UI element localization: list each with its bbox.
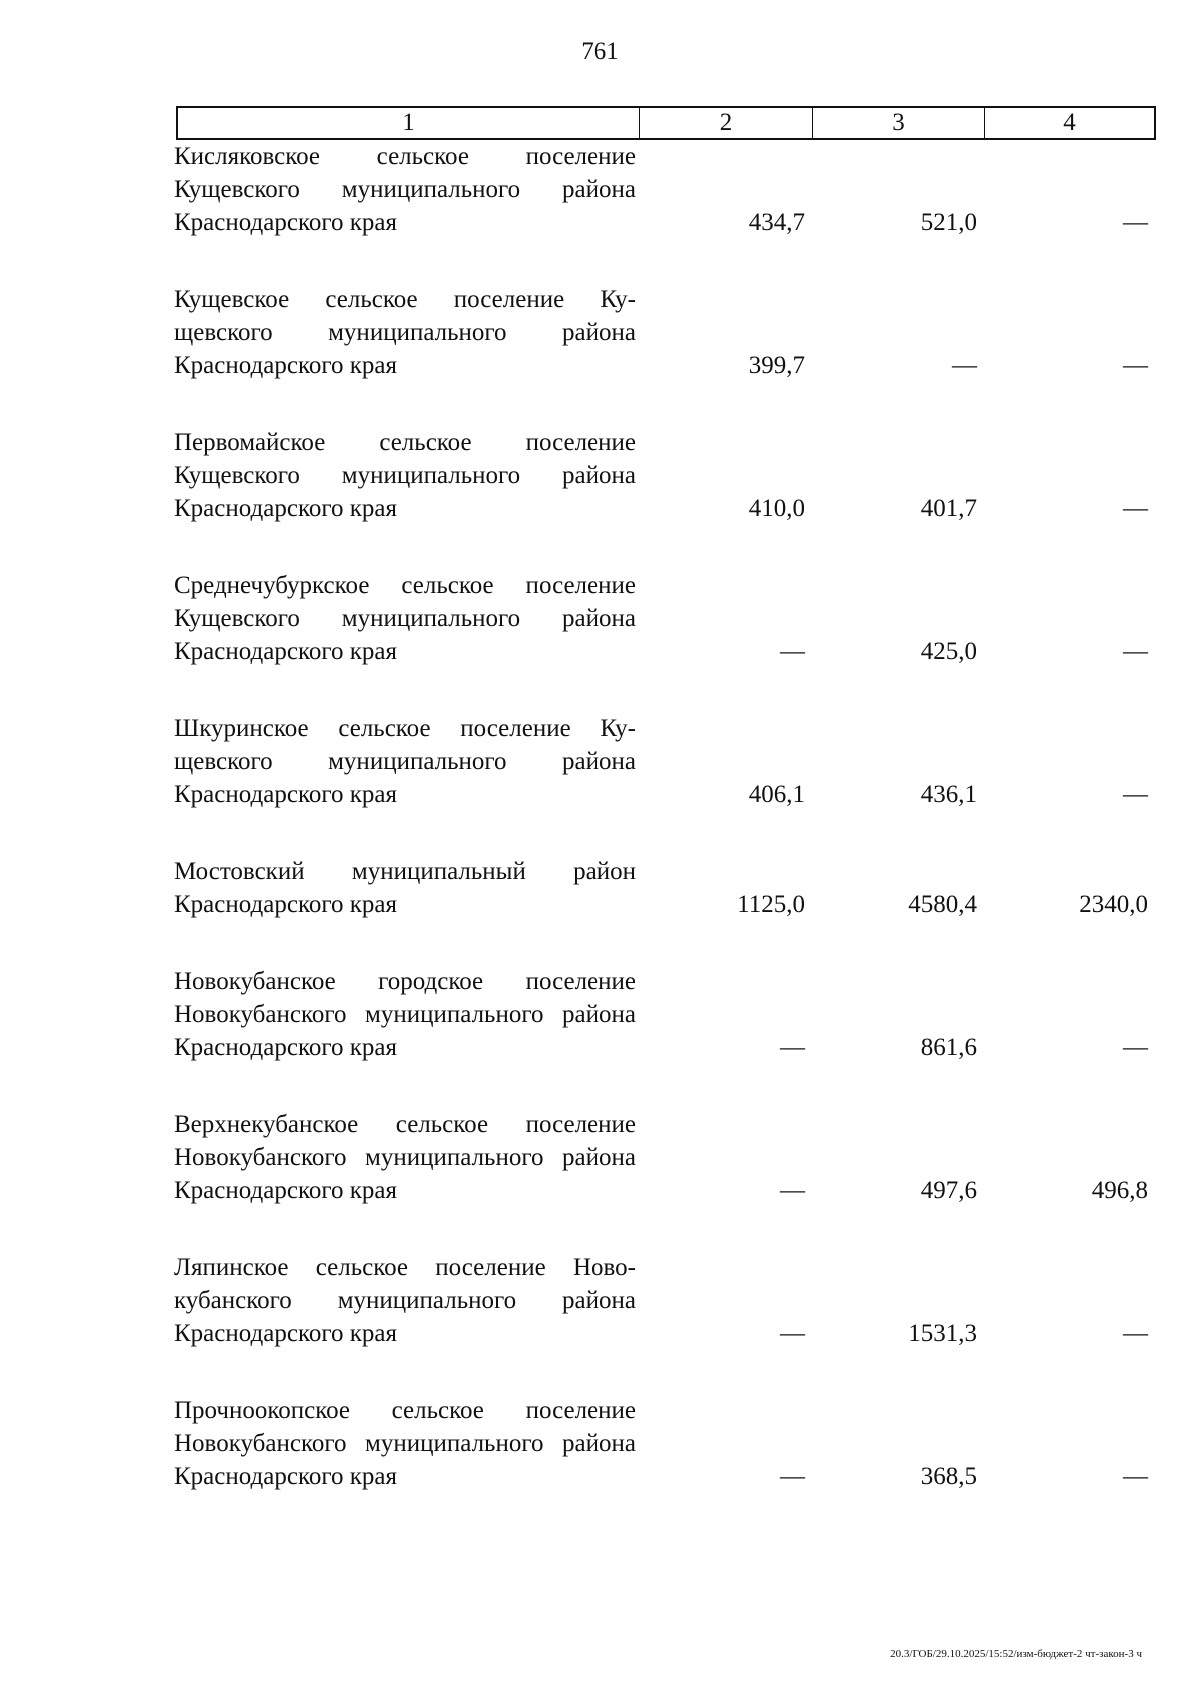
row-value-col3: 425,0 bbox=[920, 638, 977, 665]
row-name: Кущевское сельское поселение Кущевского муниципального района Краснодарского края bbox=[174, 286, 636, 379]
header-col-1: 1 bbox=[178, 108, 640, 138]
table-row bbox=[174, 426, 1160, 525]
row-name: Верхнекубанское сельское поселение Новокубанского муниципального района Краснодарского края bbox=[174, 1111, 636, 1204]
table-row bbox=[174, 965, 1160, 1064]
page-number: 761 bbox=[581, 38, 619, 65]
header-col-4: 4 bbox=[1063, 109, 1076, 136]
row-value-col4: — bbox=[1123, 1034, 1148, 1061]
row-value-col2: — bbox=[780, 638, 805, 665]
row-value-col3: 401,7 bbox=[920, 495, 977, 522]
row-value-col3: 4580,4 bbox=[908, 891, 977, 918]
row-value-col4: — bbox=[1123, 1320, 1148, 1347]
row-value-col2: 434,7 bbox=[748, 209, 805, 236]
row-value-col4: — bbox=[1123, 781, 1148, 808]
table-row bbox=[174, 855, 1160, 921]
row-value-col4: — bbox=[1123, 1463, 1148, 1490]
row-value-col2: 410,0 bbox=[748, 495, 805, 522]
table-row bbox=[174, 569, 1160, 668]
row-value-col2: — bbox=[780, 1034, 805, 1061]
table-row bbox=[174, 712, 1160, 811]
row-value-col2: — bbox=[780, 1320, 805, 1347]
row-value-col2: 399,7 bbox=[748, 352, 805, 379]
row-value-col4: — bbox=[1123, 638, 1148, 665]
document-footer-code: 20.3/ГОБ/29.10.2025/15:52/изм-бюджет-2 чт-закон-3 ч bbox=[890, 1648, 1142, 1660]
row-name: Первомайское сельское поселение Кущевского муниципального района Краснодарского края bbox=[174, 429, 636, 522]
row-value-col2: 1125,0 bbox=[737, 891, 805, 918]
row-value-col4: — bbox=[1123, 209, 1148, 236]
row-value-col3: — bbox=[952, 352, 977, 379]
row-name: Новокубанское городское поселение Новокубанского муниципального района Краснодарского края bbox=[174, 968, 636, 1061]
table-row bbox=[174, 140, 1160, 239]
table-row bbox=[174, 283, 1160, 382]
row-value-col3: 497,6 bbox=[920, 1177, 977, 1204]
row-value-col4: — bbox=[1123, 352, 1148, 379]
row-value-col3: 861,6 bbox=[920, 1034, 977, 1061]
row-name: Мостовский муниципальный район Краснодарского края bbox=[174, 858, 636, 918]
row-value-col2: — bbox=[780, 1463, 805, 1490]
table-row bbox=[174, 1108, 1160, 1207]
table-body bbox=[174, 140, 1160, 1537]
row-name: Кисляковское сельское поселение Кущевского муниципального района Краснодарского края bbox=[174, 143, 636, 236]
row-value-col3: 368,5 bbox=[920, 1463, 977, 1490]
row-name: Среднечубуркское сельское поселение Кущевского муниципального района Краснодарского края bbox=[174, 572, 636, 665]
row-value-col3: 521,0 bbox=[920, 209, 977, 236]
row-name: Прочноокопское сельское поселение Новокубанского муниципального района Краснодарского края bbox=[174, 1397, 636, 1490]
table-row bbox=[174, 1251, 1160, 1350]
row-name: Ляпинское сельское поселение Новокубанского муниципального района Краснодарского края bbox=[174, 1254, 636, 1347]
header-col-2: 2 bbox=[640, 108, 813, 138]
row-value-col4: 2340,0 bbox=[1079, 891, 1148, 918]
table-header bbox=[176, 106, 1156, 140]
header-col-3: 3 bbox=[813, 108, 985, 138]
row-value-col4: — bbox=[1123, 495, 1148, 522]
row-value-col3: 436,1 bbox=[920, 781, 977, 808]
row-value-col2: — bbox=[780, 1177, 805, 1204]
row-name: Шкуринское сельское поселение Кущевского муниципального района Краснодарского края bbox=[174, 715, 636, 808]
row-value-col4: 496,8 bbox=[1091, 1177, 1148, 1204]
row-value-col3: 1531,3 bbox=[908, 1320, 977, 1347]
row-value-col2: 406,1 bbox=[748, 781, 805, 808]
table-row bbox=[174, 1394, 1160, 1493]
